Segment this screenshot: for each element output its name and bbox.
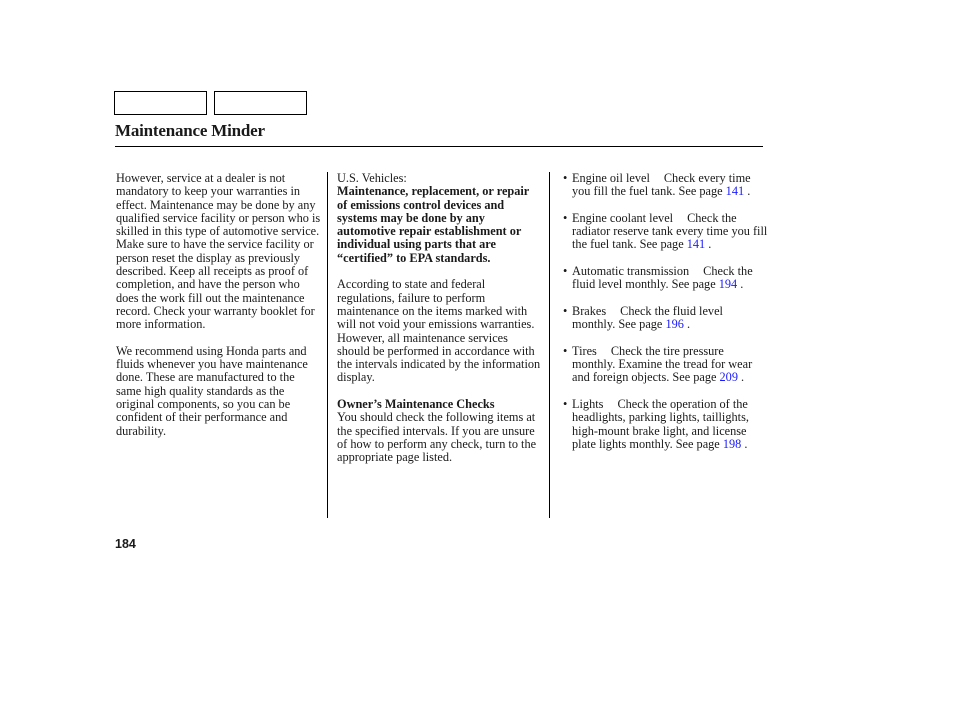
bullet-icon: • <box>563 397 568 412</box>
list-item: • Automatic transmission Check the fluid level monthly. See page 194 . <box>563 264 753 292</box>
page-link[interactable]: 141 <box>725 184 745 199</box>
bullet-icon: • <box>563 171 568 185</box>
bullet-icon: • <box>563 343 568 358</box>
column-divider-2 <box>549 172 550 518</box>
owners-checks-text: You should check the following items at the specified intervals. If you are unsure of how to perform any check, turn to the appropriate page listed. <box>337 410 537 465</box>
emissions-notice: Maintenance, replacement, or repair of emissions control devices and systems may be done by any automotive repair establishment or individual using parts that are “certified” to EPA standards. <box>337 184 530 265</box>
page-link[interactable]: 209 <box>719 370 738 385</box>
item-text: Check the fluid level monthly. See page <box>572 264 753 292</box>
list-item: • Engine oil level Check every time you fill the fuel tank. See page 141 . <box>563 171 751 199</box>
item-text: Check every time you fill the fuel tank. See page <box>572 171 751 199</box>
item-name: Automatic transmission <box>572 264 690 279</box>
bullet-icon: • <box>563 210 568 225</box>
regulations-text-a: According to state and federal regulations, failure to perform maintenance on the items marked with <box>337 277 528 318</box>
dealer-service-paragraph: However, service at a dealer is not mandatory to keep your warranties in effect. Maintenance may be done by any qualified service facility or person who is skilled in this type of automotive service. Make sure to have the service facility or person reset the display as previously described. Keep all receipts as proof of completion, and have the person who does the work fill out the maintenance record. Check your warranty booklet for more information. <box>116 171 321 332</box>
page-link[interactable]: 141 <box>686 237 706 252</box>
item-text: Check the radiator reserve tank every time you fill the fuel tank. See page <box>572 210 768 252</box>
bullet-icon: • <box>563 303 568 318</box>
item-name: Brakes <box>572 303 607 318</box>
page-link[interactable]: 198 <box>722 436 742 451</box>
us-vehicles-label: U.S. Vehicles: <box>337 171 407 185</box>
column-2 <box>337 172 542 478</box>
nav-button-1[interactable] <box>114 91 207 115</box>
list-item: • Engine coolant level Check the radiator reserve tank every time you fill the fuel tank. See page 141 . <box>563 210 768 252</box>
nav-button-2[interactable] <box>214 91 307 115</box>
item-name: Engine oil level <box>572 171 650 185</box>
page-link[interactable]: 196 <box>665 317 684 332</box>
regulations-text-b: will not void your emissions warranties. However, all maintenance services should be performed in accordance with the intervals indicated by the information display. <box>337 317 541 385</box>
page-title: Maintenance Minder <box>115 121 265 140</box>
item-text: Check the tire pressure monthly. Examine the tread for wear and foreign objects. See page <box>572 343 753 385</box>
bullet-icon: • <box>563 264 568 279</box>
list-item: • Tires Check the tire pressure monthly. Examine the tread for wear and foreign objects. See page 209 . <box>563 343 753 385</box>
header-rule <box>115 146 763 147</box>
item-name: Lights <box>572 397 604 412</box>
column-1 <box>116 172 321 451</box>
item-name: Tires <box>572 343 597 358</box>
owners-checks-heading: Owner’s Maintenance Checks <box>337 397 495 412</box>
item-text: Check the fluid level monthly. See page <box>572 303 723 332</box>
item-text: Check the operation of the headlights, parking lights, taillights, high-mount brake light, and license plate lights monthly. See page <box>572 397 749 451</box>
column-3 <box>563 172 768 465</box>
page-link[interactable]: 194 <box>718 277 738 292</box>
item-name: Engine coolant level <box>572 210 674 225</box>
column-divider-1 <box>327 172 328 518</box>
regulations-paragraph <box>337 278 542 384</box>
honda-parts-paragraph: We recommend using Honda parts and fluids whenever you have maintenance done. These are manufactured to the same high quality standards as the original components, so you can be confident of their performance and durability. <box>116 343 308 438</box>
list-item: • Brakes Check the fluid level monthly. See page 196 . <box>563 303 723 332</box>
page-number: 184 <box>115 537 136 551</box>
list-item: • Lights Check the operation of the headlights, parking lights, taillights, high-mount brake light, and license plate lights monthly. See page 198 . <box>563 397 749 451</box>
